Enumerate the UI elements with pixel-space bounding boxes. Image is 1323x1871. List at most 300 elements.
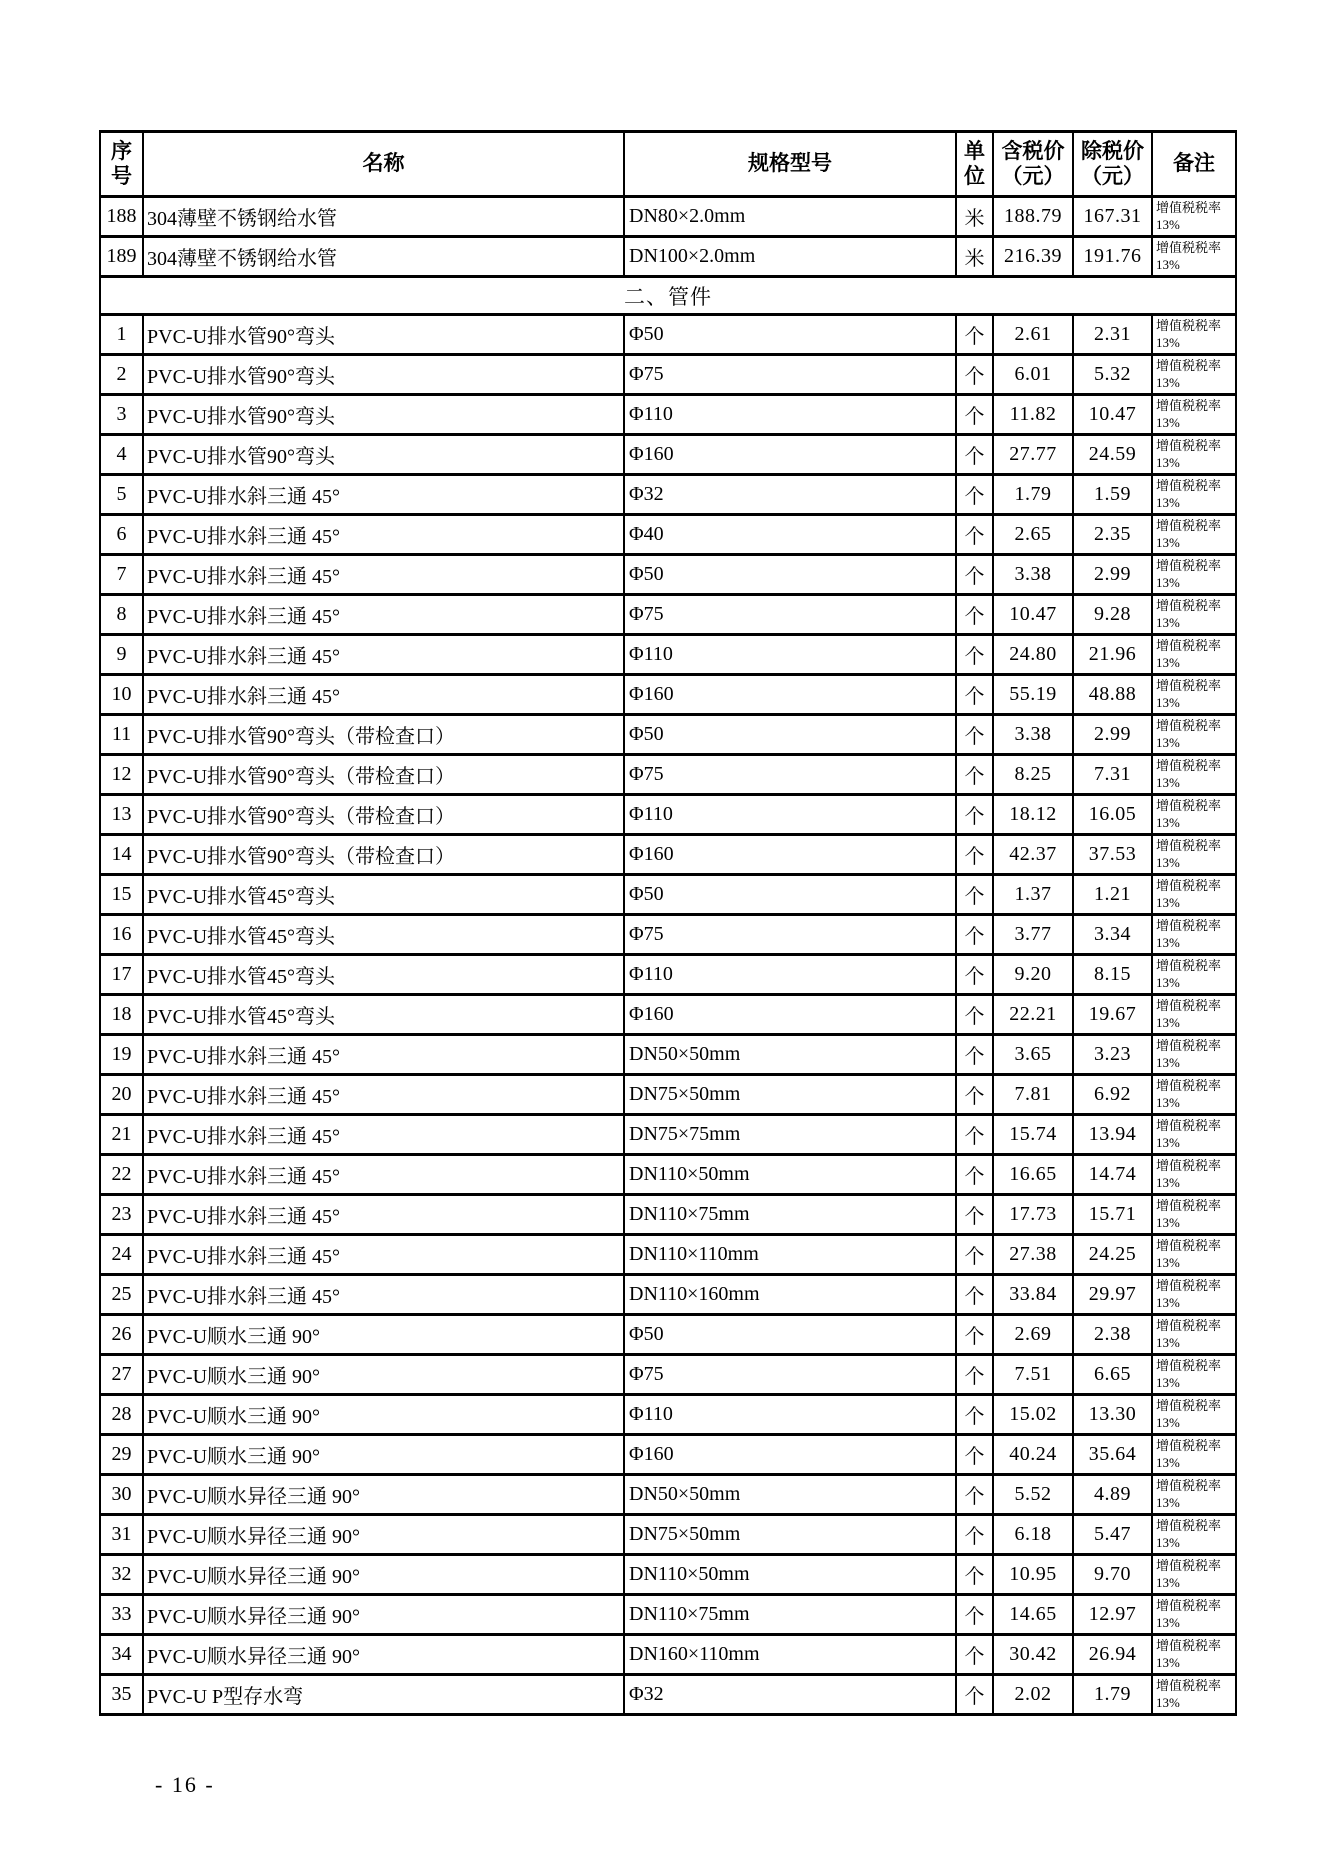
unit-cell: 个 [956, 835, 993, 875]
tax-excl-price-cell: 2.99 [1073, 555, 1152, 595]
tax-excl-price-cell: 6.65 [1073, 1355, 1152, 1395]
row-number-cell: 18 [100, 995, 143, 1035]
spec-cell: Φ75 [624, 355, 956, 395]
table-row [100, 715, 1236, 755]
tax-excl-price-cell: 167.31 [1073, 197, 1152, 237]
item-name-cell: PVC-U顺水异径三通 90° [143, 1595, 624, 1635]
spec-cell: Φ110 [624, 1395, 956, 1435]
table-row [100, 237, 1236, 277]
remark-cell: 增值税税率13% [1152, 835, 1236, 875]
unit-cell: 个 [956, 1475, 993, 1515]
remark-cell: 增值税税率13% [1152, 755, 1236, 795]
table-row [100, 1035, 1236, 1075]
tax-incl-price-cell: 188.79 [993, 197, 1073, 237]
table-row [100, 755, 1236, 795]
row-number-cell: 21 [100, 1115, 143, 1155]
item-name-cell: PVC-U排水斜三通 45° [143, 555, 624, 595]
row-number-cell: 9 [100, 635, 143, 675]
spec-cell: Φ75 [624, 1355, 956, 1395]
unit-cell: 个 [956, 555, 993, 595]
item-name-cell: PVC-U顺水异径三通 90° [143, 1555, 624, 1595]
spec-cell: Φ160 [624, 995, 956, 1035]
price-table [99, 130, 1237, 1716]
table-row [100, 1475, 1236, 1515]
row-number-cell: 30 [100, 1475, 143, 1515]
table-row [100, 635, 1236, 675]
item-name-cell: PVC-U排水管45°弯头 [143, 955, 624, 995]
tax-excl-price-cell: 3.34 [1073, 915, 1152, 955]
row-number-cell: 28 [100, 1395, 143, 1435]
row-number-cell: 22 [100, 1155, 143, 1195]
tax-excl-price-cell: 4.89 [1073, 1475, 1152, 1515]
tax-excl-price-cell: 16.05 [1073, 795, 1152, 835]
tax-excl-price-cell: 9.28 [1073, 595, 1152, 635]
remark-cell: 增值税税率13% [1152, 315, 1236, 355]
spec-cell: Φ50 [624, 555, 956, 595]
tax-incl-price-cell: 7.81 [993, 1075, 1073, 1115]
unit-cell: 米 [956, 197, 993, 237]
row-number-cell: 14 [100, 835, 143, 875]
remark-cell: 增值税税率13% [1152, 715, 1236, 755]
tax-excl-price-cell: 2.38 [1073, 1315, 1152, 1355]
remark-cell: 增值税税率13% [1152, 675, 1236, 715]
remark-cell: 增值税税率13% [1152, 915, 1236, 955]
tax-incl-price-cell: 216.39 [993, 237, 1073, 277]
table-row [100, 1195, 1236, 1235]
row-number-cell: 35 [100, 1675, 143, 1715]
remark-cell: 增值税税率13% [1152, 355, 1236, 395]
item-name-cell: PVC-U排水管90°弯头 [143, 435, 624, 475]
item-name-cell: PVC-U排水管90°弯头 [143, 395, 624, 435]
unit-cell: 个 [956, 395, 993, 435]
tax-excl-price-cell: 5.32 [1073, 355, 1152, 395]
remark-cell: 增值税税率13% [1152, 1635, 1236, 1675]
tax-excl-price-cell: 29.97 [1073, 1275, 1152, 1315]
tax-excl-price-cell: 21.96 [1073, 635, 1152, 675]
unit-cell: 个 [956, 1515, 993, 1555]
unit-cell: 个 [956, 875, 993, 915]
unit-cell: 个 [956, 995, 993, 1035]
tax-incl-price-cell: 30.42 [993, 1635, 1073, 1675]
unit-cell: 个 [956, 1555, 993, 1595]
table-row [100, 1155, 1236, 1195]
row-number-cell: 24 [100, 1235, 143, 1275]
remark-cell: 增值税税率13% [1152, 515, 1236, 555]
price-table-container [99, 130, 1237, 1716]
table-row [100, 1075, 1236, 1115]
item-name-cell: PVC-U排水斜三通 45° [143, 1155, 624, 1195]
remark-cell: 增值税税率13% [1152, 1155, 1236, 1195]
tax-incl-price-cell: 9.20 [993, 955, 1073, 995]
item-name-cell: PVC-U排水管90°弯头（带检查口） [143, 715, 624, 755]
row-number-cell: 1 [100, 315, 143, 355]
tax-incl-price-cell: 14.65 [993, 1595, 1073, 1635]
row-number-cell: 3 [100, 395, 143, 435]
table-row [100, 1235, 1236, 1275]
table-row [100, 955, 1236, 995]
remark-cell: 增值税税率13% [1152, 1675, 1236, 1715]
row-number-cell: 4 [100, 435, 143, 475]
unit-cell: 个 [956, 475, 993, 515]
row-number-cell: 19 [100, 1035, 143, 1075]
item-name-cell: PVC-U排水管90°弯头（带检查口） [143, 755, 624, 795]
tax-excl-price-cell: 1.21 [1073, 875, 1152, 915]
remark-cell: 增值税税率13% [1152, 1075, 1236, 1115]
spec-cell: Φ75 [624, 755, 956, 795]
spec-cell: DN160×110mm [624, 1635, 956, 1675]
spec-cell: Φ40 [624, 515, 956, 555]
remark-cell: 增值税税率13% [1152, 1355, 1236, 1395]
tax-excl-price-cell: 24.25 [1073, 1235, 1152, 1275]
tax-excl-price-cell: 1.59 [1073, 475, 1152, 515]
unit-cell: 个 [956, 1595, 993, 1635]
row-number-cell: 29 [100, 1435, 143, 1475]
table-row [100, 435, 1236, 475]
table-row [100, 1115, 1236, 1155]
spec-cell: DN100×2.0mm [624, 237, 956, 277]
item-name-cell: PVC-U排水管45°弯头 [143, 915, 624, 955]
remark-cell: 增值税税率13% [1152, 635, 1236, 675]
item-name-cell: PVC-U排水斜三通 45° [143, 595, 624, 635]
item-name-cell: 304薄壁不锈钢给水管 [143, 197, 624, 237]
table-row [100, 1515, 1236, 1555]
tax-excl-price-cell: 14.74 [1073, 1155, 1152, 1195]
tax-excl-price-cell: 8.15 [1073, 955, 1152, 995]
unit-cell: 个 [956, 1675, 993, 1715]
item-name-cell: PVC-U顺水三通 90° [143, 1435, 624, 1475]
spec-cell: Φ75 [624, 595, 956, 635]
spec-cell: Φ75 [624, 915, 956, 955]
tax-excl-price-cell: 191.76 [1073, 237, 1152, 277]
item-name-cell: PVC-U顺水三通 90° [143, 1355, 624, 1395]
tax-incl-price-cell: 6.18 [993, 1515, 1073, 1555]
row-number-cell: 23 [100, 1195, 143, 1235]
spec-cell: Φ110 [624, 795, 956, 835]
unit-cell: 个 [956, 435, 993, 475]
unit-cell: 个 [956, 1435, 993, 1475]
tax-incl-price-cell: 2.02 [993, 1675, 1073, 1715]
row-number-cell: 33 [100, 1595, 143, 1635]
remark-cell: 增值税税率13% [1152, 1515, 1236, 1555]
tax-incl-price-cell: 15.02 [993, 1395, 1073, 1435]
tax-incl-price-cell: 1.37 [993, 875, 1073, 915]
page-number: - 16 - [155, 1772, 215, 1797]
row-number-cell: 189 [100, 237, 143, 277]
unit-cell: 个 [956, 1195, 993, 1235]
remark-cell: 增值税税率13% [1152, 237, 1236, 277]
unit-cell: 个 [956, 1115, 993, 1155]
tax-excl-price-cell: 13.94 [1073, 1115, 1152, 1155]
row-number-cell: 15 [100, 875, 143, 915]
spec-cell: Φ50 [624, 715, 956, 755]
table-row [100, 1595, 1236, 1635]
unit-cell: 个 [956, 515, 993, 555]
remark-cell: 增值税税率13% [1152, 1035, 1236, 1075]
tax-incl-price-cell: 7.51 [993, 1355, 1073, 1395]
spec-cell: DN110×110mm [624, 1235, 956, 1275]
tax-excl-price-cell: 7.31 [1073, 755, 1152, 795]
table-row [100, 875, 1236, 915]
item-name-cell: PVC-U排水管45°弯头 [143, 995, 624, 1035]
tax-incl-price-cell: 2.65 [993, 515, 1073, 555]
tax-excl-price-cell: 37.53 [1073, 835, 1152, 875]
remark-cell: 增值税税率13% [1152, 475, 1236, 515]
remark-cell: 增值税税率13% [1152, 1475, 1236, 1515]
tax-excl-price-cell: 6.92 [1073, 1075, 1152, 1115]
tax-incl-price-cell: 10.95 [993, 1555, 1073, 1595]
tax-incl-price-cell: 2.69 [993, 1315, 1073, 1355]
tax-incl-price-cell: 2.61 [993, 315, 1073, 355]
remark-cell: 增值税税率13% [1152, 595, 1236, 635]
item-name-cell: PVC-U顺水三通 90° [143, 1395, 624, 1435]
remark-cell: 增值税税率13% [1152, 1435, 1236, 1475]
row-number-cell: 2 [100, 355, 143, 395]
item-name-cell: PVC-U排水斜三通 45° [143, 635, 624, 675]
item-name-cell: PVC-U P型存水弯 [143, 1675, 624, 1715]
unit-cell: 个 [956, 1395, 993, 1435]
tax-incl-price-cell: 10.47 [993, 595, 1073, 635]
tax-incl-price-cell: 3.38 [993, 555, 1073, 595]
remark-cell: 增值税税率13% [1152, 1115, 1236, 1155]
section-title: 二、管件 [100, 277, 1236, 315]
remark-cell: 增值税税率13% [1152, 395, 1236, 435]
spec-cell: Φ160 [624, 435, 956, 475]
item-name-cell: PVC-U排水斜三通 45° [143, 515, 624, 555]
unit-cell: 个 [956, 715, 993, 755]
tax-incl-price-cell: 8.25 [993, 755, 1073, 795]
item-name-cell: PVC-U顺水三通 90° [143, 1315, 624, 1355]
tax-excl-price-cell: 3.23 [1073, 1035, 1152, 1075]
table-row [100, 515, 1236, 555]
tax-incl-price-cell: 3.65 [993, 1035, 1073, 1075]
unit-cell: 个 [956, 915, 993, 955]
unit-cell: 个 [956, 1315, 993, 1355]
spec-cell: Φ110 [624, 955, 956, 995]
remark-cell: 增值税税率13% [1152, 435, 1236, 475]
item-name-cell: PVC-U排水斜三通 45° [143, 675, 624, 715]
header-cell-tax-excl: 除税价（元） [1073, 132, 1152, 197]
spec-cell: DN80×2.0mm [624, 197, 956, 237]
table-row [100, 1355, 1236, 1395]
row-number-cell: 34 [100, 1635, 143, 1675]
tax-excl-price-cell: 5.47 [1073, 1515, 1152, 1555]
spec-cell: DN75×75mm [624, 1115, 956, 1155]
tax-excl-price-cell: 2.99 [1073, 715, 1152, 755]
remark-cell: 增值税税率13% [1152, 875, 1236, 915]
item-name-cell: PVC-U排水斜三通 45° [143, 475, 624, 515]
row-number-cell: 32 [100, 1555, 143, 1595]
remark-cell: 增值税税率13% [1152, 1555, 1236, 1595]
table-row [100, 1635, 1236, 1675]
spec-cell: DN110×50mm [624, 1555, 956, 1595]
header-cell-unit: 单位 [956, 132, 993, 197]
tax-excl-price-cell: 15.71 [1073, 1195, 1152, 1235]
table-header-row [100, 132, 1236, 197]
table-row [100, 475, 1236, 515]
item-name-cell: PVC-U排水斜三通 45° [143, 1035, 624, 1075]
row-number-cell: 188 [100, 197, 143, 237]
spec-cell: DN75×50mm [624, 1075, 956, 1115]
spec-cell: Φ160 [624, 675, 956, 715]
unit-cell: 个 [956, 355, 993, 395]
remark-cell: 增值税税率13% [1152, 1595, 1236, 1635]
unit-cell: 个 [956, 315, 993, 355]
remark-cell: 增值税税率13% [1152, 197, 1236, 237]
item-name-cell: PVC-U排水管90°弯头（带检查口） [143, 795, 624, 835]
remark-cell: 增值税税率13% [1152, 995, 1236, 1035]
row-number-cell: 20 [100, 1075, 143, 1115]
tax-incl-price-cell: 11.82 [993, 395, 1073, 435]
unit-cell: 个 [956, 1635, 993, 1675]
tax-incl-price-cell: 6.01 [993, 355, 1073, 395]
item-name-cell: 304薄壁不锈钢给水管 [143, 237, 624, 277]
row-number-cell: 12 [100, 755, 143, 795]
remark-cell: 增值税税率13% [1152, 1235, 1236, 1275]
tax-excl-price-cell: 26.94 [1073, 1635, 1152, 1675]
item-name-cell: PVC-U顺水异径三通 90° [143, 1635, 624, 1675]
spec-cell: Φ50 [624, 875, 956, 915]
spec-cell: DN110×160mm [624, 1275, 956, 1315]
table-row [100, 915, 1236, 955]
row-number-cell: 11 [100, 715, 143, 755]
tax-excl-price-cell: 13.30 [1073, 1395, 1152, 1435]
unit-cell: 个 [956, 1275, 993, 1315]
item-name-cell: PVC-U排水管90°弯头 [143, 355, 624, 395]
header-cell-tax-incl: 含税价（元） [993, 132, 1073, 197]
spec-cell: DN110×75mm [624, 1195, 956, 1235]
section-header-row [100, 277, 1236, 315]
item-name-cell: PVC-U排水斜三通 45° [143, 1275, 624, 1315]
spec-cell: DN50×50mm [624, 1475, 956, 1515]
unit-cell: 个 [956, 955, 993, 995]
tax-incl-price-cell: 18.12 [993, 795, 1073, 835]
header-cell-remark: 备注 [1152, 132, 1236, 197]
tax-excl-price-cell: 24.59 [1073, 435, 1152, 475]
table-row [100, 835, 1236, 875]
row-number-cell: 10 [100, 675, 143, 715]
unit-cell: 个 [956, 635, 993, 675]
table-row [100, 395, 1236, 435]
row-number-cell: 17 [100, 955, 143, 995]
table-row [100, 995, 1236, 1035]
spec-cell: DN110×75mm [624, 1595, 956, 1635]
table-row [100, 1435, 1236, 1475]
spec-cell: Φ32 [624, 475, 956, 515]
tax-incl-price-cell: 42.37 [993, 835, 1073, 875]
table-row [100, 1675, 1236, 1715]
tax-excl-price-cell: 35.64 [1073, 1435, 1152, 1475]
remark-cell: 增值税税率13% [1152, 1195, 1236, 1235]
tax-incl-price-cell: 22.21 [993, 995, 1073, 1035]
row-number-cell: 8 [100, 595, 143, 635]
spec-cell: Φ160 [624, 1435, 956, 1475]
tax-excl-price-cell: 48.88 [1073, 675, 1152, 715]
table-row [100, 1315, 1236, 1355]
header-cell-no: 序号 [100, 132, 143, 197]
tax-incl-price-cell: 3.77 [993, 915, 1073, 955]
tax-incl-price-cell: 17.73 [993, 1195, 1073, 1235]
table-row [100, 675, 1236, 715]
tax-incl-price-cell: 15.74 [993, 1115, 1073, 1155]
spec-cell: Φ110 [624, 635, 956, 675]
spec-cell: DN50×50mm [624, 1035, 956, 1075]
unit-cell: 个 [956, 1355, 993, 1395]
row-number-cell: 6 [100, 515, 143, 555]
spec-cell: Φ32 [624, 1675, 956, 1715]
table-row [100, 197, 1236, 237]
tax-incl-price-cell: 27.77 [993, 435, 1073, 475]
row-number-cell: 27 [100, 1355, 143, 1395]
row-number-cell: 25 [100, 1275, 143, 1315]
remark-cell: 增值税税率13% [1152, 555, 1236, 595]
tax-excl-price-cell: 2.31 [1073, 315, 1152, 355]
row-number-cell: 13 [100, 795, 143, 835]
tax-excl-price-cell: 2.35 [1073, 515, 1152, 555]
table-row [100, 315, 1236, 355]
header-cell-name: 名称 [143, 132, 624, 197]
item-name-cell: PVC-U排水管90°弯头（带检查口） [143, 835, 624, 875]
unit-cell: 个 [956, 795, 993, 835]
item-name-cell: PVC-U排水斜三通 45° [143, 1195, 624, 1235]
spec-cell: Φ160 [624, 835, 956, 875]
item-name-cell: PVC-U顺水异径三通 90° [143, 1475, 624, 1515]
unit-cell: 个 [956, 1155, 993, 1195]
row-number-cell: 31 [100, 1515, 143, 1555]
unit-cell: 个 [956, 755, 993, 795]
tax-excl-price-cell: 19.67 [1073, 995, 1152, 1035]
item-name-cell: PVC-U排水斜三通 45° [143, 1075, 624, 1115]
item-name-cell: PVC-U排水管45°弯头 [143, 875, 624, 915]
remark-cell: 增值税税率13% [1152, 1275, 1236, 1315]
row-number-cell: 16 [100, 915, 143, 955]
spec-cell: Φ50 [624, 315, 956, 355]
tax-incl-price-cell: 16.65 [993, 1155, 1073, 1195]
table-row [100, 1555, 1236, 1595]
tax-incl-price-cell: 3.38 [993, 715, 1073, 755]
tax-excl-price-cell: 12.97 [1073, 1595, 1152, 1635]
unit-cell: 个 [956, 675, 993, 715]
unit-cell: 米 [956, 237, 993, 277]
tax-excl-price-cell: 1.79 [1073, 1675, 1152, 1715]
spec-cell: DN75×50mm [624, 1515, 956, 1555]
tax-excl-price-cell: 10.47 [1073, 395, 1152, 435]
remark-cell: 增值税税率13% [1152, 1395, 1236, 1435]
row-number-cell: 5 [100, 475, 143, 515]
item-name-cell: PVC-U排水斜三通 45° [143, 1115, 624, 1155]
table-row [100, 1395, 1236, 1435]
item-name-cell: PVC-U排水斜三通 45° [143, 1235, 624, 1275]
table-row [100, 555, 1236, 595]
tax-incl-price-cell: 40.24 [993, 1435, 1073, 1475]
row-number-cell: 26 [100, 1315, 143, 1355]
unit-cell: 个 [956, 1035, 993, 1075]
tax-incl-price-cell: 27.38 [993, 1235, 1073, 1275]
spec-cell: Φ110 [624, 395, 956, 435]
table-row [100, 355, 1236, 395]
table-row [100, 595, 1236, 635]
tax-incl-price-cell: 33.84 [993, 1275, 1073, 1315]
tax-incl-price-cell: 55.19 [993, 675, 1073, 715]
header-cell-spec: 规格型号 [624, 132, 956, 197]
unit-cell: 个 [956, 595, 993, 635]
spec-cell: Φ50 [624, 1315, 956, 1355]
table-row [100, 795, 1236, 835]
unit-cell: 个 [956, 1075, 993, 1115]
item-name-cell: PVC-U顺水异径三通 90° [143, 1515, 624, 1555]
tax-incl-price-cell: 1.79 [993, 475, 1073, 515]
table-row [100, 1275, 1236, 1315]
remark-cell: 增值税税率13% [1152, 1315, 1236, 1355]
